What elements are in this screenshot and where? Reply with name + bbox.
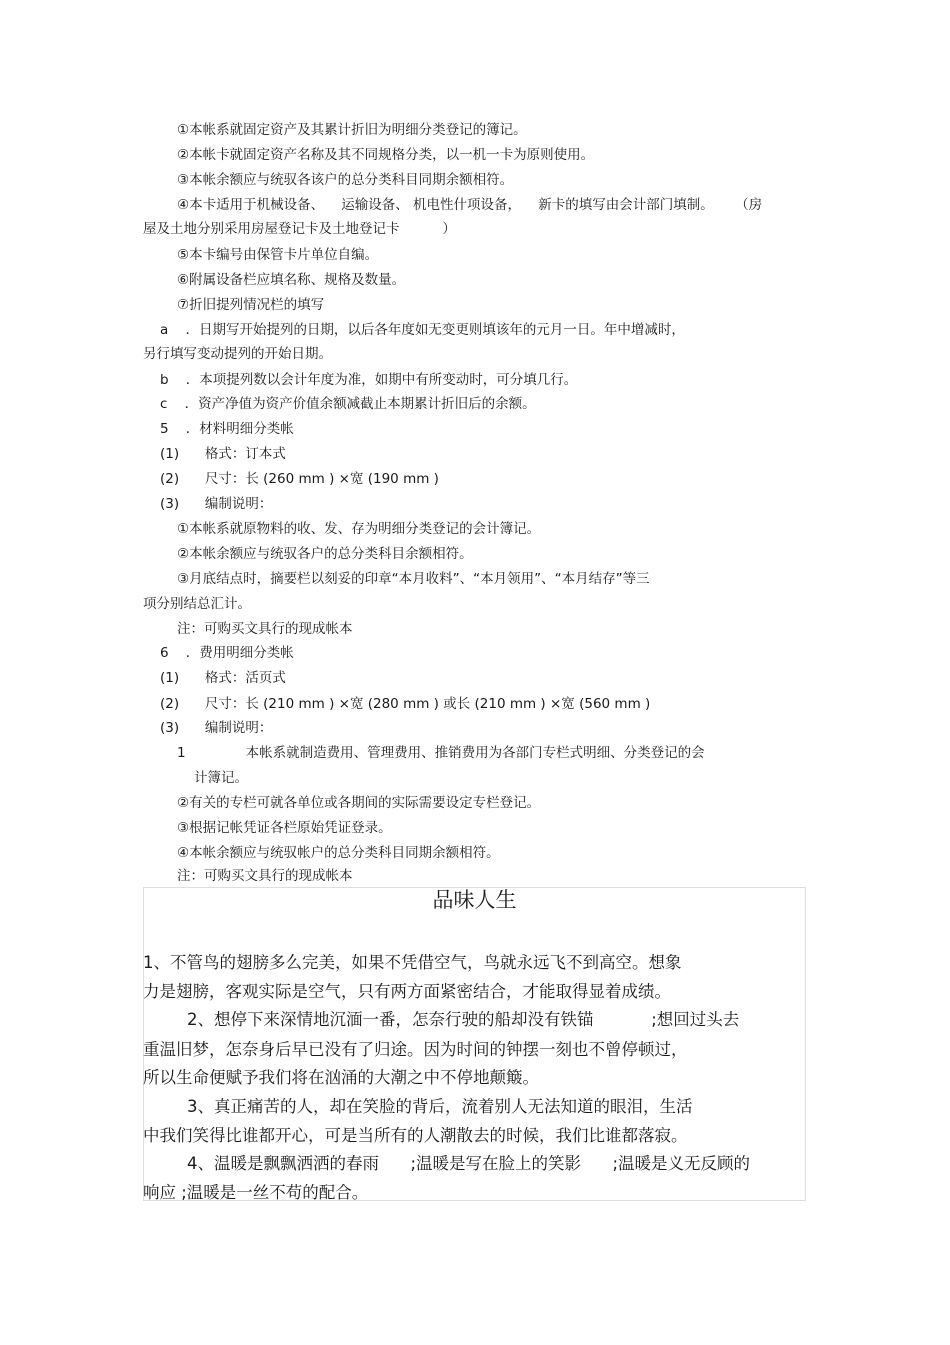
- section-heading: 6 ．费用明细分类帐: [160, 645, 294, 661]
- text-line: ④本帐余额应与统驭帐户的总分类科目同期余额相符。: [177, 845, 500, 861]
- note-line: 注：可购买文具行的现成帐本: [177, 621, 353, 637]
- text-line: ④本卡适用于机械设备、 运输设备、 机电性什项设备， 新卡的填写由会计部门填制。 （房: [177, 197, 763, 213]
- text-line: (2) 尺寸：长 (260 mm ) ×宽 (190 mm ): [160, 471, 439, 487]
- text-line: ①本帐系就原物料的收、发、存为明细分类登记的会计簿记。: [177, 521, 541, 537]
- text-line: (3) 编制说明：: [160, 720, 273, 736]
- essay-line: 响应 ;温暖是一丝不苟的配合。: [143, 1183, 369, 1202]
- text-line: (3) 编制说明：: [160, 496, 273, 512]
- text-line: 屋及土地分别采用房屋登记卡及土地登记卡 ）: [143, 221, 456, 237]
- text-line: 1 本帐系就制造费用、管理费用、推销费用为各部门专栏式明细、分类登记的会: [177, 745, 705, 761]
- text-line: c ．资产净值为资产价值余额减截止本期累计折旧后的余额。: [160, 396, 536, 412]
- text-line: ②有关的专栏可就各单位或各期间的实际需要设定专栏登记。: [177, 795, 541, 811]
- section-heading: 5 ．材料明细分类帐: [160, 421, 294, 437]
- essay-line: 所以生命便赋予我们将在汹涌的大潮之中不停地颠簸。: [143, 1068, 539, 1087]
- text-line: ③月底结点时，摘要栏以刻妥的印章“本月收料”、“本月领用”、“本月结存”等三: [177, 571, 650, 587]
- essay-title: 品味人生: [432, 888, 517, 912]
- text-line: (1) 格式：订本式: [160, 446, 286, 462]
- essay-line: 中我们笑得比谁都开心，可是当所有的人潮散去的时候，我们比谁都落寂。: [143, 1126, 688, 1145]
- text-line: ⑦折旧提列情况栏的填写: [177, 297, 325, 313]
- essay-line: 4、温暖是飘飘洒洒的春雨 ;温暖是写在脸上的笑影 ;温暖是义无反顾的: [187, 1154, 751, 1173]
- text-line: a ．日期写开始提列的日期，以后各年度如无变更则填该年的元月一日。年中增减时，: [160, 322, 685, 338]
- essay-line: 力是翅膀，客观实际是空气，只有两方面紧密结合，才能取得显着成绩。: [143, 982, 671, 1001]
- note-line: 注：可购买文具行的现成帐本: [177, 868, 353, 884]
- text-line: ②本帐卡就固定资产名称及其不同规格分类，以一机一卡为原则使用。: [177, 147, 595, 163]
- text-line: ⑥附属设备栏应填名称、规格及数量。: [177, 272, 406, 288]
- essay-line: 重温旧梦，怎奈身后早已没有了归途。因为时间的钟摆一刻也不曾停顿过，: [143, 1040, 688, 1059]
- text-line: (1) 格式：活页式: [160, 670, 286, 686]
- text-line: ⑤本卡编号由保管卡片单位自编。: [177, 247, 379, 263]
- text-line: ①本帐系就固定资产及其累计折旧为明细分类登记的簿记。: [177, 122, 527, 138]
- essay-line: 2、想停下来深情地沉湎一番，怎奈行驶的船却没有铁锚 ;想回过头去: [187, 1010, 740, 1029]
- text-line: (2) 尺寸：长 (210 mm ) ×宽 (280 mm ) 或长 (210 mm ) ×宽 (560 mm ): [160, 696, 651, 712]
- text-line: ③本帐余额应与统驭各该户的总分类科目同期余额相符。: [177, 172, 514, 188]
- text-line: ②本帐余额应与统驭各户的总分类科目余额相符。: [177, 546, 473, 562]
- essay-line: 3、真正痛苦的人，却在笑脸的背后，流着别人无法知道的眼泪，生活: [187, 1097, 693, 1116]
- text-line: 项分别结总汇计。: [143, 596, 251, 612]
- text-line: 另行填写变动提列的开始日期。: [143, 346, 332, 362]
- text-line: ③根据记帐凭证各栏原始凭证登录。: [177, 820, 392, 836]
- text-line: b ．本项提列数以会计年度为准，如期中有所变动时，可分填几行。: [160, 372, 578, 388]
- text-line: 计簿记。: [194, 770, 248, 786]
- essay-line: 1、不管鸟的翅膀多么完美，如果不凭借空气，鸟就永远飞不到高空。想象: [143, 953, 682, 972]
